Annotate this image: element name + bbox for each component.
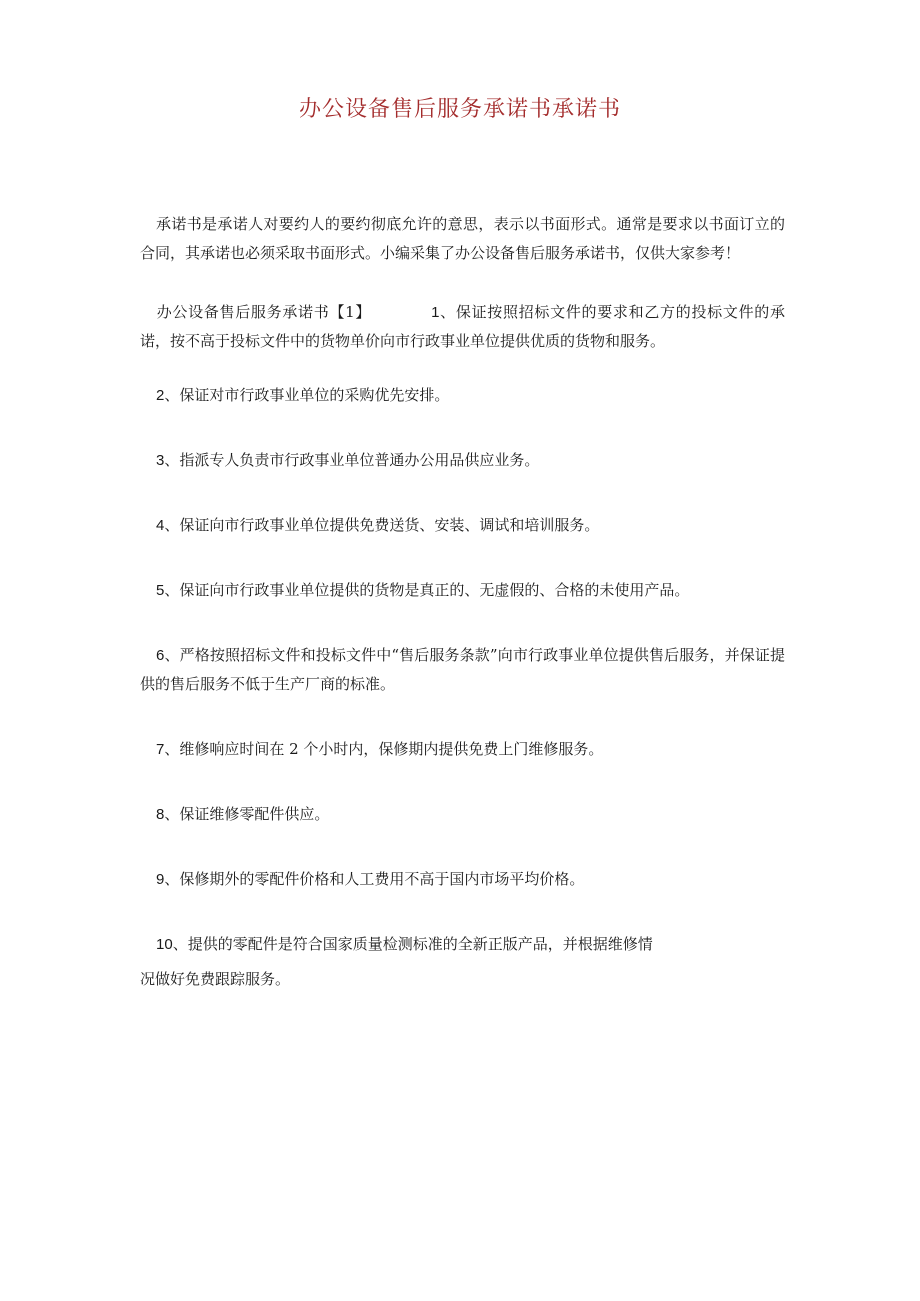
item-text: 、严格按照招标文件和投标文件中“售后服务条款”向市行政事业单位提供售后服务，并保证提供的售后服务不低于生产厂商的标准。 [140,646,785,693]
item-number: 7 [156,741,165,758]
item-number: 9 [156,871,165,888]
section-heading: 办公设备售后服务承诺书【1】 [156,303,372,321]
list-item [140,930,785,959]
intro-paragraph: 承诺书是承诺人对要约人的要约彻底允许的意思，表示以书面形式。通常是要求以书面订立的合同，其承诺也必须采取书面形式。小编采集了办公设备售后服务承诺书，仅供大家参考！ [140,215,785,262]
item-number: 1 [431,304,440,321]
item-text: 、保证按照招标文件的要求和乙方的投标文件的承诺，按不高于投标文件中的货物单价向市行政事业单位提供优质的货物和服务。 [140,303,785,350]
item-number: 10 [156,936,173,953]
list-item [140,800,785,829]
list-item [140,641,785,699]
item-text: 、保证对市行政事业单位的采购优先安排。 [164,386,450,404]
item-number: 2 [156,387,165,404]
item-text: 、保证向市行政事业单位提供的货物是真正的、无虚假的、合格的未使用产品。 [164,581,690,599]
item-text: 、保证维修零配件供应。 [164,805,330,823]
item-number: 8 [156,806,165,823]
item-number: 3 [156,452,165,469]
list-item [140,381,785,410]
item-number: 4 [156,517,165,534]
item-text: 、提供的零配件是符合国家质量检测标准的全新正版产品，并根据维修情 [172,935,653,953]
item-text: 、指派专人负责市行政事业单位普通办公用品供应业务。 [164,451,540,469]
document-body [140,210,785,994]
list-item [140,446,785,475]
list-item [140,576,785,605]
list-item [140,735,785,764]
item-number: 5 [156,582,165,599]
item-text: 、维修响应时间在 2 个小时内，保修期内提供免费上门维修服务。 [164,740,604,758]
list-item [140,865,785,894]
item-text: 、保证向市行政事业单位提供免费送货、安装、调试和培训服务。 [164,516,600,534]
item-continuation: 况做好免费跟踪服务。 [140,970,291,988]
item-number: 6 [156,647,165,664]
section-with-first-item [140,298,785,356]
item-text: 、保修期外的零配件价格和人工费用不高于国内市场平均价格。 [164,870,585,888]
list-item [140,511,785,540]
document-title: 办公设备售后服务承诺书承诺书 [298,97,621,122]
